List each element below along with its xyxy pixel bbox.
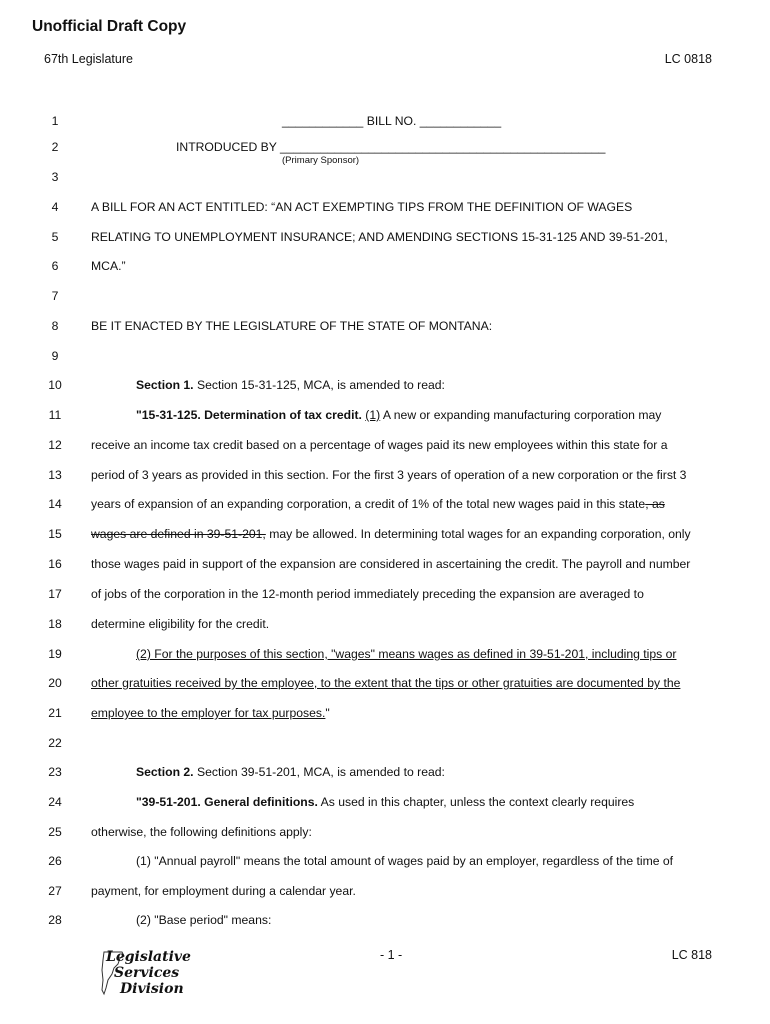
line-number: 7 [51,289,59,303]
statute-heading [91,795,718,809]
section-text: Section 39-51-201, MCA, is amended to read: [193,765,445,779]
line-number: 4 [51,200,59,214]
statute-text-part: may be allowed. In determining total wages for an expanding corporation, only [265,527,691,541]
enacting-clause: BE IT ENACTED BY THE LEGISLATURE OF THE STATE OF MONTANA: [91,319,493,333]
bill-line [0,259,770,279]
statute-text-part: years of expansion of an expanding corporation, a credit of 1% of the total new wages paid in this state [91,497,646,511]
line-number: 10 [48,378,62,392]
logo-text-line: Services [114,965,180,981]
section-label: Section 1. [136,378,194,392]
line-number: 3 [51,170,59,184]
line-number: 22 [48,736,62,750]
bill-line [0,289,770,309]
statute-text [91,497,718,511]
line-number: 1 [51,114,59,128]
bill-line [0,230,770,250]
legislative-services-logo [98,950,190,1002]
statute-text: determine eligibility for the credit. [91,617,270,631]
line-number: 11 [48,408,62,422]
footer-lc-number: LC 818 [671,948,712,962]
logo-text-line: Division [120,981,184,997]
statute-title: "39-51-201. General definitions. [136,795,318,809]
statute-text: receive an income tax credit based on a percentage of wages paid its new employees within this state for a [91,438,668,452]
bill-line [0,140,770,160]
line-number: 17 [48,587,62,601]
inserted-text: (2) For the purposes of this section, "wages" means wages as defined in 39-51-201, including tips or [136,647,677,661]
bill-line [0,765,770,785]
statute-text [91,706,718,720]
statute-text: otherwise, the following definitions apply: [91,825,312,839]
inserted-text: other gratuities received by the employee, to the extent that the tips or other gratuities are documented by the [91,676,681,690]
line-number: 12 [48,438,62,452]
bill-line [0,557,770,577]
legislature-label: 67th Legislature [44,52,133,66]
bill-line [0,706,770,726]
statute-title: "15-31-125. Determination of tax credit. [136,408,362,422]
section-heading [91,765,718,779]
bill-line [0,795,770,815]
section-heading [91,378,718,392]
section-text: Section 15-31-125, MCA, is amended to read: [193,378,445,392]
statute-text: (2) "Base period" means: [136,913,272,927]
bill-line [0,114,770,134]
line-number: 23 [48,765,62,779]
statute-text: As used in this chapter, unless the context clearly requires [317,795,635,809]
stricken-text: , as [645,497,665,511]
bill-line [0,913,770,933]
line-number: 14 [48,497,62,511]
closing-quote: " [325,706,330,720]
line-number: 6 [51,259,59,273]
bill-line [0,647,770,667]
bill-line [0,854,770,874]
line-number: 16 [48,557,62,571]
bill-line [0,884,770,904]
line-number: 5 [51,230,59,244]
section-label: Section 2. [136,765,194,779]
line-number: 21 [48,706,62,720]
bill-line [0,736,770,756]
bill-title-text: RELATING TO UNEMPLOYMENT INSURANCE; AND AMENDING SECTIONS 15-31-125 AND 39-51-201, [91,230,668,244]
bill-number-line: ____________ BILL NO. ____________ [282,114,502,128]
bill-title-text: A BILL FOR AN ACT ENTITLED: “AN ACT EXEMPTING TIPS FROM THE DEFINITION OF WAGES [91,200,633,214]
line-number: 24 [48,795,62,809]
logo-text-line: Legislative [106,949,191,965]
line-number: 19 [48,647,62,661]
bill-line [0,438,770,458]
draft-title: Unofficial Draft Copy [32,18,187,35]
stricken-text: wages are defined in 39-51-201, [91,527,266,541]
line-number: 25 [48,825,62,839]
primary-sponsor-caption: (Primary Sponsor) [282,155,360,166]
bill-line [0,617,770,637]
line-number: 8 [51,319,59,333]
page-number: - 1 - [380,948,403,962]
statute-heading [91,408,718,422]
lc-number: LC 0818 [664,52,712,66]
inserted-text: employee to the employer for tax purposes. [91,706,326,720]
statute-text: those wages paid in support of the expansion are considered in ascertaining the credit. The payroll and number [91,557,691,571]
bill-line [0,527,770,547]
statute-text: period of 3 years as provided in this section. For the first 3 years of operation of a new corporation or the first 3 [91,468,687,482]
line-number: 26 [48,854,62,868]
line-number: 28 [48,913,62,927]
statute-text: payment, for employment during a calendar year. [91,884,356,898]
bill-line [0,408,770,428]
inserted-text: (1) [365,408,381,422]
line-number: 9 [51,349,59,363]
bill-line [0,676,770,696]
bill-line [0,468,770,488]
line-number: 20 [48,676,62,690]
line-number: 13 [48,468,62,482]
bill-line [0,825,770,845]
line-number: 15 [48,527,62,541]
bill-line [0,319,770,339]
bill-line [0,497,770,517]
statute-text [91,527,718,541]
bill-line [0,170,770,190]
bill-line [0,378,770,398]
bill-title-text: MCA.” [91,259,126,273]
line-number: 27 [48,884,62,898]
line-number: 2 [51,140,59,154]
bill-line [0,349,770,369]
introduced-by-line: INTRODUCED BY ________________________________________________ [176,140,606,154]
line-number: 18 [48,617,62,631]
bill-line [0,587,770,607]
statute-text: A new or expanding manufacturing corporation may [380,408,662,422]
bill-line [0,200,770,220]
statute-text: of jobs of the corporation in the 12-month period immediately preceding the expansion are averaged to [91,587,644,601]
statute-text: (1) "Annual payroll" means the total amount of wages paid by an employer, regardless of the time of [136,854,674,868]
